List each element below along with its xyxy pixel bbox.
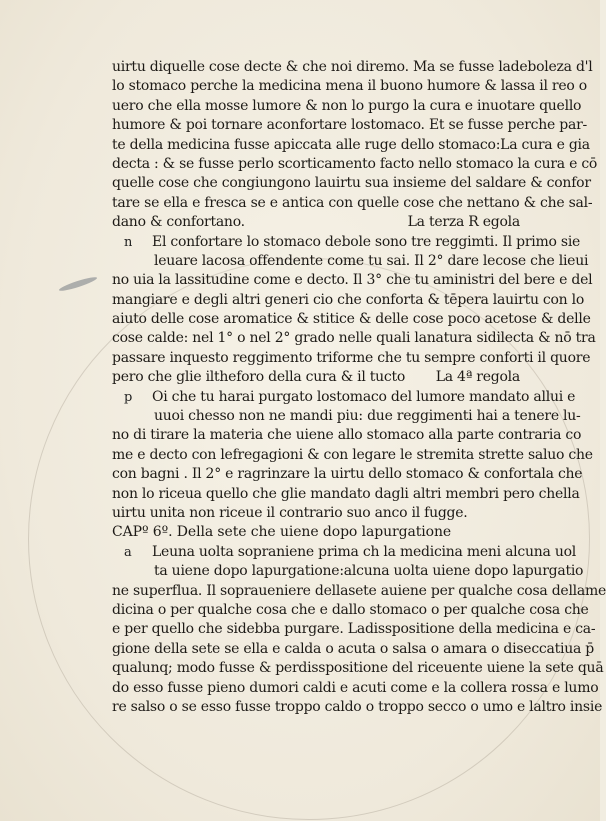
text-line: leuare lacosa offendente come tu sai. Il 2° dare lecose che lieui: [154, 252, 589, 269]
ink-stain: [58, 275, 98, 293]
text-fragment: pero che glie iltheforo della cura & il tucto: [112, 369, 406, 386]
text-line: qualunq; modo fusse & perdisspositione del riceuente uiene la sete quā: [112, 660, 604, 677]
text-line: cose calde: nel 1° o nel 2° grado nelle quali lanatura sidilecta & nō tra: [112, 330, 596, 347]
text-fragment: El confortare lo stomaco debole sono tre reggimti. Il primo sie: [152, 233, 581, 250]
text-line: dicina o per qualche cosa che e dallo stomaco o per qualche cosa che: [112, 601, 589, 618]
rule-heading: La terza R egola: [407, 214, 520, 231]
text-line: decta : & se fusse perlo scorticamento facto nello stomaco la cura e cō: [112, 155, 598, 172]
text-line: quelle cose che congiungono lauirtu sua insieme del saldare & confor: [112, 175, 591, 192]
text-line: do esso fusse pieno dumori caldi e acuti come e la collera rossa e lumo: [112, 679, 599, 696]
text-line: con bagni . Il 2° e ragrinzare la uirtu dello stomaco & confortala che: [112, 466, 583, 483]
rule-heading: La 4ª regola: [435, 369, 520, 386]
text-fragment: Leuna uolta sopraniene prima ch la medicina meni alcuna uol: [152, 543, 576, 560]
text-line: [112, 388, 576, 407]
text-line: mangiare e degli altri generi cio che conforta & tēpera lauirtu con lo: [112, 291, 585, 308]
guide-letter: p: [124, 389, 133, 405]
text-line: [112, 213, 552, 232]
guide-letter: n: [124, 234, 133, 250]
text-line: [112, 368, 552, 387]
text-line: uirtu unita non riceue il contrario suo anco il fugge.: [112, 504, 468, 521]
text-line: uuoi chesso non ne mandi piu: due reggimenti hai a tenere lu-: [154, 408, 581, 425]
text-line: re salso o se esso fusse troppo caldo o troppo secco o umo e laltro insie: [112, 698, 603, 715]
text-line: lo stomaco perche la medicina mena il buono humore & lassa il reo o: [112, 78, 587, 95]
text-line: no uia la lassitudine come e decto. Il 3° che tu aministri del bere e del: [112, 272, 593, 289]
text-fragment: Oi che tu harai purgato lostomaco del lumore mandato allui e: [152, 388, 576, 405]
text-line: me e decto con lefregagioni & con legare le stremita strette saluo che: [112, 446, 593, 463]
text-line: ne superflua. Il sopraueniere dellasete auiene per qualche cosa dellame: [112, 582, 606, 599]
text-line: [112, 543, 576, 562]
text-fragment: dano & confortano.: [112, 214, 245, 231]
text-line: e per quello che sidebba purgare. Ladisspositione della medicina e ca-: [112, 621, 596, 638]
text-line: ta uiene dopo lapurgatione:alcuna uolta uiene dopo lapurgatio: [154, 563, 584, 580]
text-line: te della medicina fusse apiccata alle ruge dello stomaco:La cura e gia: [112, 136, 590, 153]
text-line: aiuto delle cose aromatice & stitice & delle cose poco acetose & delle: [112, 311, 591, 328]
chapter-heading: CAPº 6º. Della sete che uiene dopo lapurgatione: [112, 524, 452, 541]
text-line: [112, 233, 581, 252]
text-block: [112, 58, 606, 717]
text-line: tare se ella e fresca se e antica con quelle cose che nettano & che sal-: [112, 194, 593, 211]
text-line: humore & poi tornare aconfortare lostomaco. Et se fusse perche par-: [112, 117, 587, 134]
guide-letter: a: [124, 544, 132, 560]
text-line: passare inquesto reggimento triforme che tu sempre conforti il quore: [112, 349, 591, 366]
text-line: non lo riceua quello che glie mandato dagli altri membri pero chella: [112, 485, 580, 502]
text-line: uero che ella mosse lumore & non lo purgo la cura e inuotare quello: [112, 97, 582, 114]
text-line: no di tirare la materia che uiene allo stomaco alla parte contraria co: [112, 427, 582, 444]
text-line: uirtu diquelle cose decte & che noi diremo. Ma se fusse ladeboleza d'l: [112, 59, 593, 75]
text-line: gione della sete se ella e calda o acuta o salsa o amara o diseccatiua p̄: [112, 640, 594, 657]
